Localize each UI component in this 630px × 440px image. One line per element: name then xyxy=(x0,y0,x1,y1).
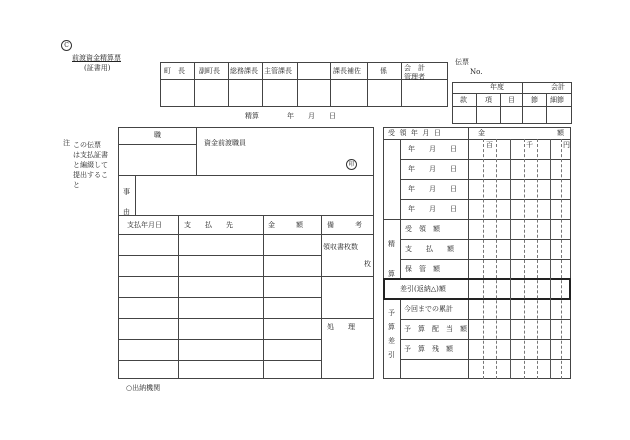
process-label: 処 理 xyxy=(327,323,355,331)
seal-icon: 印 xyxy=(346,159,357,170)
right-header-gaku: 額 xyxy=(557,129,564,137)
seisan-received: 受 領 額 xyxy=(405,225,440,233)
seisan-kept: 保 管 額 xyxy=(405,265,440,273)
staff-label: 資金前渡職員 xyxy=(204,139,246,147)
budget-col-moku: 目 xyxy=(508,96,515,104)
budget-col-setsu: 節 xyxy=(531,96,538,104)
yosan-allocation: 予 算 配 当 額 xyxy=(404,325,467,333)
digit-thousand: 千 xyxy=(526,141,533,149)
budget-account-label: 会計 xyxy=(551,83,565,91)
reason-label: 事 由 xyxy=(123,188,130,216)
seisan-paid: 支 払 額 xyxy=(405,245,454,253)
copyright-mark-icon: C xyxy=(61,40,72,51)
approval-header-deputy-mayor: 副町長 xyxy=(199,67,220,75)
footer-label: ○出納機関 xyxy=(126,384,161,392)
right-header: 受 領 年 月 日 xyxy=(388,129,441,137)
budget-col-saisetsu: 細節 xyxy=(550,96,564,104)
document-subtitle: (証書用) xyxy=(84,64,111,72)
payment-header-amount: 金 額 xyxy=(268,221,303,229)
diff-label: 差引(返納△)額 xyxy=(400,285,446,293)
yosan-label: 予 算 差 引 xyxy=(388,309,395,359)
right-header-amount: 金 xyxy=(478,129,485,137)
digit-yen: 円 xyxy=(563,141,570,149)
date-row-4: 年 月 日 xyxy=(408,205,457,213)
approval-header-mayor: 町 長 xyxy=(164,67,185,75)
approval-header-general-affairs: 総務課長 xyxy=(230,67,258,75)
seisan-label: 精 算 xyxy=(388,240,395,278)
budget-year-label: 年度 xyxy=(490,83,504,91)
date-row-1: 年 月 日 xyxy=(408,145,457,153)
note-label: 注 xyxy=(63,139,70,147)
slip-no-label: No. xyxy=(470,68,483,76)
approval-header-assistant: 課長補佐 xyxy=(333,67,361,75)
digit-hundred: 百 xyxy=(486,141,493,149)
receipt-count-label: 領収書枚数 xyxy=(323,243,358,251)
slip-label: 伝票 xyxy=(455,58,469,66)
payment-header-date: 支払年月日 xyxy=(127,221,162,229)
main-form-left xyxy=(118,127,374,379)
payment-header-payee: 支 払 先 xyxy=(184,221,233,229)
note-text: この伝票 は支払証書 と編綴して 提出するこ と xyxy=(73,141,108,189)
approval-header-accounting: 会 計 管理者 xyxy=(404,64,425,81)
document-title: 前渡資金精算票 xyxy=(72,54,121,62)
budget-col-kan: 款 xyxy=(460,96,467,104)
date-row-3: 年 月 日 xyxy=(408,185,457,193)
payment-header-remarks: 備 考 xyxy=(327,221,362,229)
settlement-date: 精算 年 月 日 xyxy=(245,112,336,120)
yosan-remaining: 予 算 残 額 xyxy=(404,345,453,353)
post-label: 職 xyxy=(154,131,161,139)
budget-col-kou: 項 xyxy=(485,96,492,104)
sheet-unit: 枚 xyxy=(364,260,371,268)
approval-header-manager: 主管課長 xyxy=(264,67,292,75)
approval-header-staff: 係 xyxy=(380,67,387,75)
date-row-2: 年 月 日 xyxy=(408,165,457,173)
yosan-cumulative: 今回までの累計 xyxy=(404,305,453,313)
